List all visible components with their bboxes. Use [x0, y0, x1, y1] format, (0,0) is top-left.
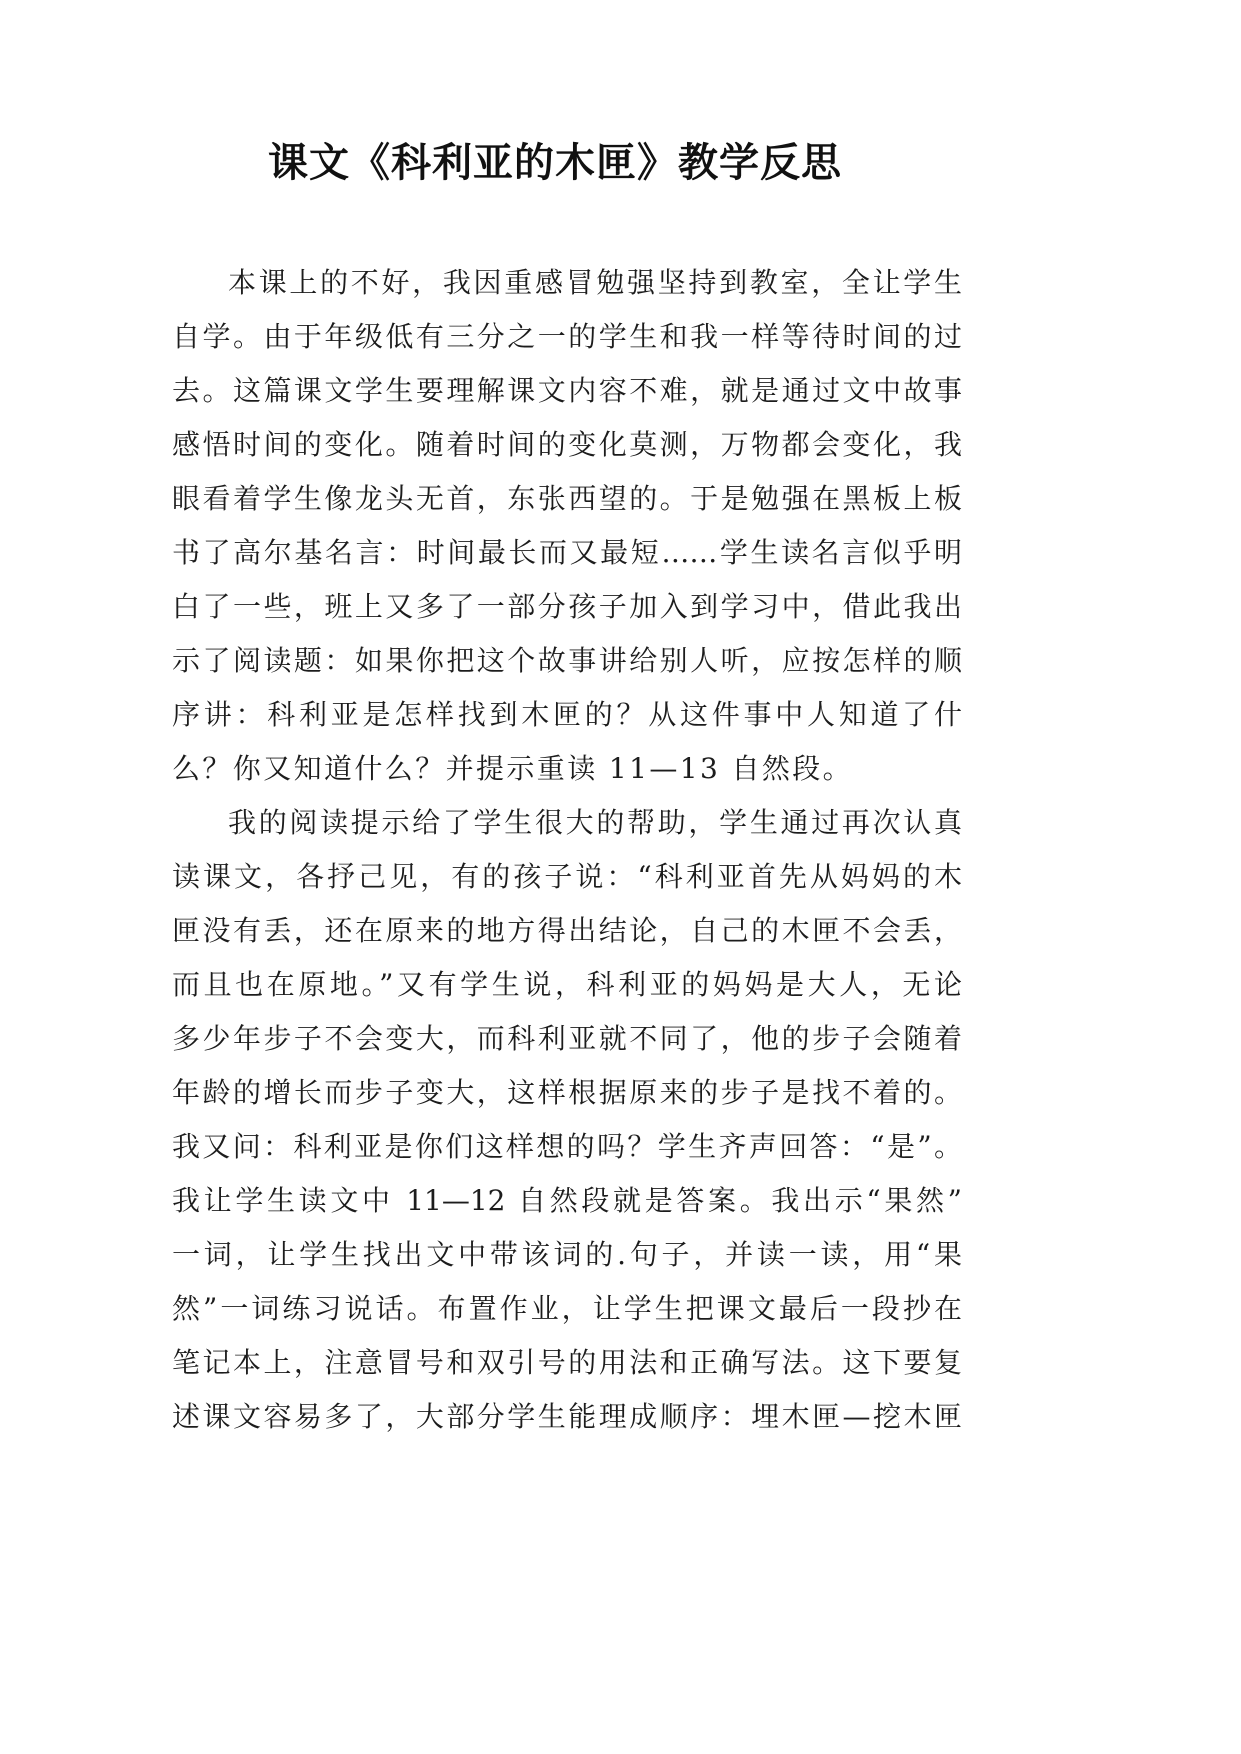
- text-line: 么？你又知道什么？并提示重读 11—13 自然段。: [172, 752, 854, 785]
- text-line: 读课文，各抒己见，有的孩子说：“科利亚首先从妈妈的木: [172, 860, 962, 893]
- text-line: 多少年步子不会变大，而科利亚就不同了，他的步子会随着: [172, 1022, 962, 1055]
- text-line: 我又问：科利亚是你们这样想的吗？学生齐声回答：“是”。: [172, 1130, 962, 1163]
- text-line: 序讲：科利亚是怎样找到木匣的？从这件事中人知道了什: [172, 698, 962, 731]
- text-line: 一词，让学生找出文中带该词的.句子，并读一读，用“果: [172, 1238, 962, 1271]
- text-line: 自学。由于年级低有三分之一的学生和我一样等待时间的过: [172, 320, 962, 353]
- text-line: 笔记本上，注意冒号和双引号的用法和正确写法。这下要复: [172, 1346, 962, 1379]
- text-line: 述课文容易多了，大部分学生能理成顺序：埋木匣—挖木匣: [172, 1400, 962, 1433]
- document-title: 课文《科利亚的木匣》教学反思: [268, 140, 842, 186]
- text-line: 匣没有丢，还在原来的地方得出结论，自己的木匣不会丢，: [172, 914, 962, 947]
- text-line: 眼看着学生像龙头无首，东张西望的。于是勉强在黑板上板: [172, 482, 962, 515]
- paragraph-1: [172, 256, 962, 796]
- text-line: 白了一些，班上又多了一部分孩子加入到学习中，借此我出: [172, 590, 962, 623]
- text-line: 示了阅读题：如果你把这个故事讲给别人听，应按怎样的顺: [172, 644, 962, 677]
- paragraph-2: [172, 796, 962, 1444]
- text-line: 年龄的增长而步子变大，这样根据原来的步子是找不着的。: [172, 1076, 962, 1109]
- text-line: 我的阅读提示给了学生很大的帮助，学生通过再次认真: [228, 806, 962, 839]
- text-line: 本课上的不好，我因重感冒勉强坚持到教室，全让学生: [228, 266, 962, 299]
- text-line: 去。这篇课文学生要理解课文内容不难，就是通过文中故事: [172, 374, 962, 407]
- text-line: 感悟时间的变化。随着时间的变化莫测，万物都会变化，我: [172, 428, 962, 461]
- text-line: 然”一词练习说话。布置作业，让学生把课文最后一段抄在: [172, 1292, 962, 1325]
- text-line: 书了高尔基名言：时间最长而又最短……学生读名言似乎明: [172, 536, 962, 569]
- document-body: [172, 256, 962, 1444]
- text-line: 我让学生读文中 11—12 自然段就是答案。我出示“果然”: [172, 1184, 962, 1217]
- text-line: 而且也在原地。”又有学生说，科利亚的妈妈是大人，无论: [172, 968, 962, 1001]
